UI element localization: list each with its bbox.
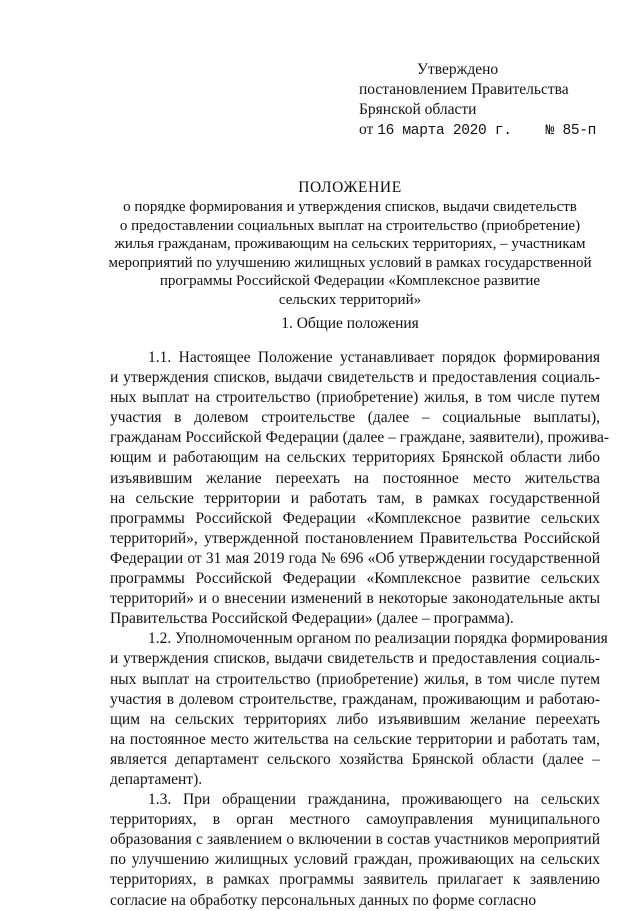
approval-label: Утверждено xyxy=(417,61,499,78)
paragraph-line: территориях, в рамках программы заявитель прилагает к заявлению xyxy=(110,871,600,889)
approval-block xyxy=(359,60,596,141)
paragraph-line: ющим и работающим на сельских территориях Брянской области либо xyxy=(110,449,600,467)
paragraph-line: и утверждения списков, выдачи свидетельств и предоставления социаль- xyxy=(110,369,600,387)
document-body xyxy=(110,348,610,911)
paragraph-line: образования с заявлением о включении в состав участников мероприятий xyxy=(110,831,600,849)
subtitle-line: о предоставлении социальных выплат на строительство (приобретение) xyxy=(119,217,581,234)
approval-number: № 85-п xyxy=(545,123,597,139)
document-subtitle xyxy=(100,198,600,309)
subtitle-line: о порядке формирования и утверждения списков, выдачи свидетельств xyxy=(123,199,577,215)
paragraph xyxy=(110,348,610,629)
section-heading: 1. Общие положения xyxy=(281,315,419,332)
approval-region: Брянской области xyxy=(359,101,477,118)
paragraph-line: по улучшению жилищных условий граждан, проживающих на сельских xyxy=(110,851,600,869)
paragraph-line: участия в долевом строительстве, гражданам, проживающим и работаю- xyxy=(110,690,600,708)
paragraph-line: ных выплат на строительство (приобретение) жилья, в том числе путем xyxy=(110,389,600,407)
paragraph-line: 1.1. Настоящее Положение устанавливает порядок формирования xyxy=(148,349,600,366)
paragraph-line: 1.3. При обращении гражданина, проживающего на сельских xyxy=(148,791,600,809)
document-title: ПОЛОЖЕНИЕ xyxy=(298,179,402,196)
paragraph-line: на сельские территории и работать там, в рамках государственной xyxy=(110,489,600,507)
paragraph-line: территорий», утвержденной постановлением Правительства Российской xyxy=(110,529,600,547)
paragraph-line: на постоянное место жительства на сельские территории и работать там, xyxy=(110,730,600,748)
approval-date-line xyxy=(359,120,596,141)
paragraph xyxy=(110,790,600,911)
approval-decree: постановлением Правительства xyxy=(359,81,569,98)
approval-date-prefix: от xyxy=(359,121,378,138)
subtitle-line: мероприятий по улучшению жилищных условий в рамках государственной xyxy=(108,254,592,271)
paragraph xyxy=(110,629,608,790)
paragraph-line: территорий» и о внесении изменений в некоторые законодательные акты xyxy=(110,590,600,608)
paragraph-line: является департамент сельского хозяйства Брянской области (далее – xyxy=(110,750,600,768)
paragraph-line: и утверждения списков, выдачи свидетельств и предоставления социаль- xyxy=(110,650,600,668)
subtitle-line: жилья гражданам, проживающим на сельских территориях, – участникам xyxy=(114,236,586,252)
paragraph-line: территориях, в орган местного самоуправления муниципального xyxy=(110,811,600,829)
paragraph-line: щим на сельских территориях либо изъявившим желание переехать xyxy=(110,710,600,728)
subtitle-line: сельских территорий» xyxy=(278,291,422,308)
paragraph-line: Правительства Российской Федерации» (далее – программа). xyxy=(110,610,514,628)
paragraph-line: согласие на обработку персональных данных по форме согласно xyxy=(110,891,537,909)
paragraph-line: программы Российской Федерации «Комплексное развитие сельских xyxy=(110,509,600,527)
paragraph-line: 1.2. Уполномоченным органом по реализации порядка формирования xyxy=(148,630,608,648)
paragraph-line: Федерации от 31 мая 2019 года № 696 «Об утверждении государственной xyxy=(110,549,600,567)
paragraph-line: изъявившим желание переехать на постоянное место жительства xyxy=(110,469,600,487)
paragraph-line: гражданам Российской Федерации (далее – граждане, заявители), прожива- xyxy=(110,429,610,447)
paragraph-line: департамент). xyxy=(110,770,203,788)
paragraph-line: ных выплат на строительство (приобретение) жилья, в том числе путем xyxy=(110,670,600,688)
approval-date-value: 16 марта 2020 г. xyxy=(377,123,512,139)
paragraph-line: участия в долевом строительстве (далее – социальные выплаты), xyxy=(110,409,600,427)
paragraph-line: программы Российской Федерации «Комплексное развитие сельских xyxy=(110,570,600,588)
subtitle-line: программы Российской Федерации «Комплексное развитие xyxy=(159,273,541,289)
